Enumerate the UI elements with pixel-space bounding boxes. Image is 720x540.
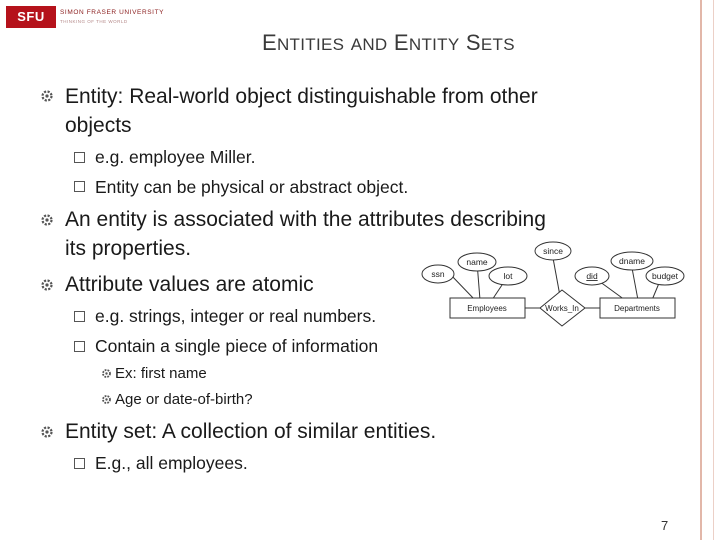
checkbox-bullet-icon bbox=[74, 311, 85, 322]
er-diagram bbox=[420, 238, 690, 328]
bullet-assoc-line2: its properties. bbox=[65, 237, 192, 260]
sub-bullet-eg-strings: e.g. strings, integer or real numbers. bbox=[95, 306, 377, 326]
sub-bullet-eg-all: E.g., all employees. bbox=[95, 453, 248, 473]
relationship-works-in: Works_In bbox=[545, 304, 579, 313]
bullet-atomic: Attribute values are atomic bbox=[65, 273, 314, 296]
sub-bullet-physical: Entity can be physical or abstract object. bbox=[95, 177, 409, 197]
sub-bullet-eg-miller: e.g. employee Miller. bbox=[95, 147, 256, 167]
attr-dname: dname bbox=[619, 256, 645, 266]
attr-did: did bbox=[586, 271, 598, 281]
bullet-marker-icon bbox=[40, 89, 54, 103]
checkbox-bullet-icon bbox=[74, 458, 85, 469]
attr-budget: budget bbox=[652, 271, 678, 281]
bullet-entity-line2: objects bbox=[65, 114, 132, 137]
attr-ssn: ssn bbox=[431, 269, 445, 279]
logo-mark: SFU bbox=[6, 6, 56, 28]
bullet-marker-icon bbox=[40, 213, 54, 227]
slide-frame-right bbox=[700, 0, 714, 540]
slide-title: ENTITIES AND ENTITY SETS bbox=[262, 30, 515, 55]
bullet-assoc-line1: An entity is associated with the attributes describing bbox=[65, 208, 546, 231]
bullet-entity-set: Entity set: A collection of similar entities. bbox=[65, 420, 437, 443]
university-logo bbox=[6, 6, 166, 28]
attr-name: name bbox=[466, 257, 488, 267]
bullet-marker-icon bbox=[101, 394, 112, 405]
sub-sub-bullet-age: Age or date-of-birth? bbox=[115, 391, 253, 408]
attr-since: since bbox=[543, 246, 563, 256]
checkbox-bullet-icon bbox=[74, 341, 85, 352]
logo-tagline: THINKING OF THE WORLD bbox=[60, 19, 128, 24]
attr-lot: lot bbox=[503, 271, 513, 281]
checkbox-bullet-icon bbox=[74, 152, 85, 163]
bullet-marker-icon bbox=[40, 278, 54, 292]
logo-name: SIMON FRASER UNIVERSITY bbox=[60, 9, 165, 16]
checkbox-bullet-icon bbox=[74, 181, 85, 192]
page-number: 7 bbox=[661, 518, 669, 533]
entity-departments: Departments bbox=[614, 304, 660, 313]
sub-sub-bullet-first-name: Ex: first name bbox=[115, 365, 207, 382]
bullet-entity-line1: Entity: Real-world object distinguishable from other bbox=[65, 85, 538, 108]
sub-bullet-single-piece: Contain a single piece of information bbox=[95, 336, 379, 356]
bullet-marker-icon bbox=[101, 368, 112, 379]
entity-employees: Employees bbox=[467, 304, 507, 313]
bullet-marker-icon bbox=[40, 425, 54, 439]
